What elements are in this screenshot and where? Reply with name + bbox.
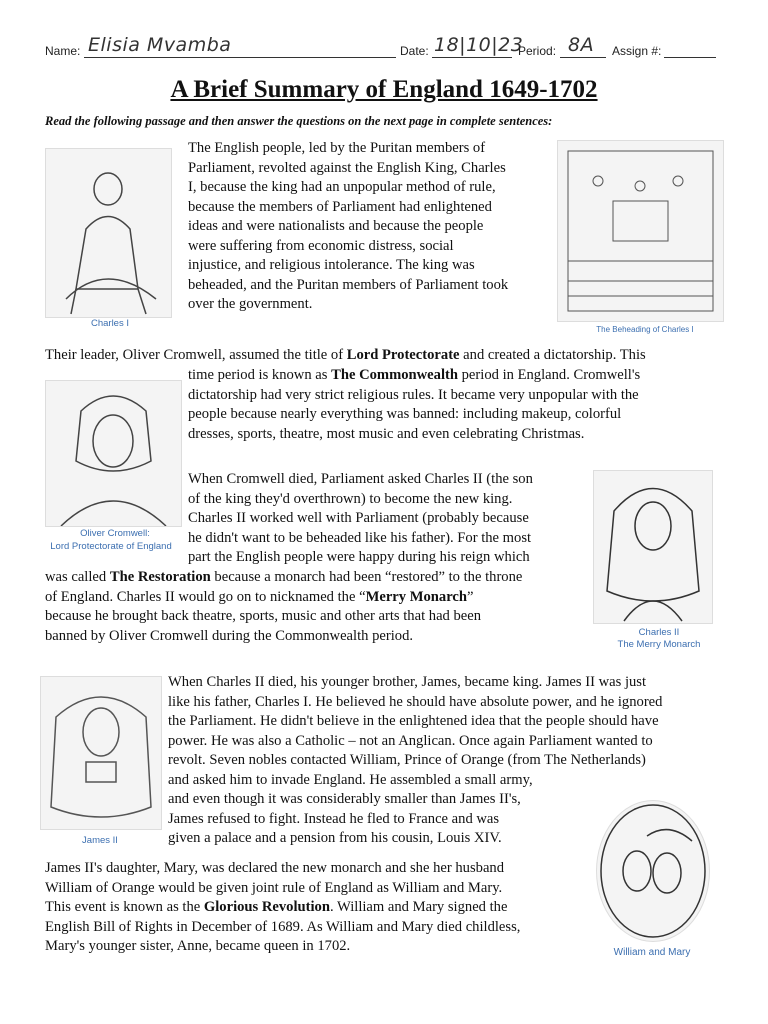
text-line: were suffering from economic distress, social	[188, 237, 454, 254]
assign-label: Assign #:	[612, 44, 662, 58]
paragraph-4: When Charles II died, his younger brother, James, became king. James II was just like his father, Charles I. He believed he should have absolute power, and he ignored the Parliament. He didn't believe in the enlightened idea that the people should have power. He was also a Catholic – not an Anglican. Once again Parliament wanted to revolt. Seven nobles contacted William, Prince of Orange (from The Netherlands) and asked him to invade England. He assembled a small army, and even though it was considerably smaller than James II's, James refused to fight. Instead he fled to France and was given a palace and a pension from his cousin, Louis XIV.	[168, 674, 663, 846]
text-line: injustice, and religious intolerance. The king was	[188, 257, 475, 273]
text-line: over the government.	[188, 296, 313, 312]
beheading-image	[557, 140, 724, 322]
text-line: because the members of Parliament had enlightened	[188, 198, 492, 215]
paragraph-3: When Cromwell died, Parliament asked Charles II (the son of the king they'd overthrown) to become the new king. Charles II worked well with Parliament (probably because he didn't want to be beheaded like his father). For the most part the English people were happy during his reign which	[188, 471, 533, 565]
name-label: Name:	[45, 44, 81, 58]
text-line: beheaded, and the Puritan members of Parliament took	[188, 276, 509, 293]
page-title: A Brief Summary of England 1649-1702	[170, 76, 598, 103]
caption-beheading: The Beheading of Charles I	[596, 325, 694, 334]
charles-ii-image	[593, 470, 713, 624]
period-field[interactable]: 8A	[568, 34, 595, 56]
caption-charles-ii-2: The Merry Monarch	[617, 639, 701, 650]
name-line	[84, 57, 396, 58]
text-line: The English people, led by the Puritan members of	[188, 140, 486, 156]
caption-cromwell-1: Oliver Cromwell:	[80, 528, 150, 539]
date-line	[432, 57, 512, 58]
paragraph-2: time period is known as The Commonwealth period in England. Cromwell's dictatorship had very strict religious rules. It became very unpopular with the people because nearly everything was banned: including makeup, colorful dresses, sports, theatre, most music and even celebrating Christmas.	[188, 367, 641, 442]
paragraph-3-wide: was called The Restoration because a monarch had been “restored” to the throne of England. Charles II would go on to nicknamed the “Merry Monarch” because he brought back theatre, sports, music and other arts that had been banned by Oliver Cromwell during the Commonwealth period.	[45, 569, 523, 644]
charles-i-image	[45, 148, 172, 318]
caption-william-mary: William and Mary	[613, 947, 691, 958]
james-ii-image	[40, 676, 162, 830]
name-field[interactable]: Elisia Mvamba	[88, 34, 232, 56]
instructions: Read the following passage and then answer the questions on the next page in complete sentences:	[45, 114, 553, 128]
text-line: ideas and were nationalists and because the people	[188, 218, 484, 234]
period-label: Period:	[518, 44, 557, 58]
paragraph-4-wide: James II's daughter, Mary, was declared the new monarch and she her husband William of Orange would be given joint rule of England as William and Mary. This event is known as the Glorious Revolution. William and Mary signed the English Bill of Rights in December of 1689. As William and Mary died childless, Mary's younger sister, Anne, became queen in 1702.	[45, 860, 521, 954]
text-line: Parliament, revolted against the English King, Charles	[188, 159, 506, 176]
caption-charles-i: Charles I	[90, 318, 129, 329]
cromwell-image	[45, 380, 182, 527]
period-line	[560, 57, 606, 58]
date-field[interactable]: 18|10|23	[434, 34, 524, 56]
assign-line	[664, 57, 716, 58]
paragraph-2-line-1: Their leader, Oliver Cromwell, assumed the title of Lord Protectorate and created a dictatorship. This	[45, 347, 646, 363]
caption-charles-ii-1: Charles II	[638, 627, 680, 638]
caption-james-ii: James II	[82, 835, 118, 846]
text-line: I, because the king had an unpopular method of rule,	[188, 179, 496, 195]
date-label: Date:	[400, 44, 429, 58]
caption-cromwell-2: Lord Protectorate of England	[50, 541, 172, 552]
paragraph-1	[188, 139, 508, 315]
